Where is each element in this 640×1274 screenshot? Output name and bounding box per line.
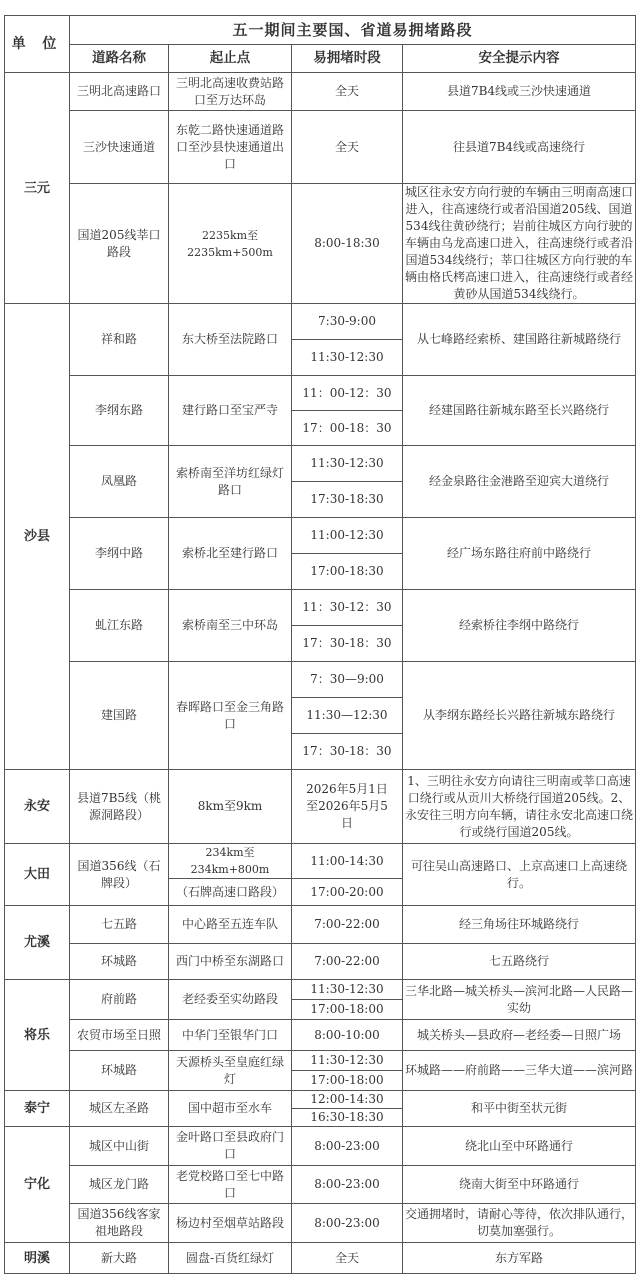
tip-cell: 东方军路 (403, 1243, 636, 1274)
road-cell: 李纲中路 (70, 518, 169, 590)
time-cell: 11:30—12:30 (292, 698, 403, 734)
range-cell: 国中超市至水车 (169, 1091, 292, 1127)
congestion-table (4, 15, 636, 1274)
road-cell: 府前路 (70, 980, 169, 1020)
table-row (5, 73, 636, 111)
range-cell: 234km至234km+800m (169, 844, 292, 879)
range-cell: （石牌高速口路段） (169, 879, 292, 906)
range-cell: 三明北高速收费站路口至万达环岛 (169, 73, 292, 111)
tip-cell: 城区往永安方向行驶的车辆由三明南高速口进入，往高速绕行或者沿国道205线、国道534线往黄砂绕行；岩前往城区方向行驶的车辆由乌龙高速口进入，往高速绕行或者沿国道534线绕行；莘口往城区方向行驶的车辆由格氏栲高速口进入，往高速绕行或者经黄砂从国道534线绕行。 (403, 184, 636, 304)
time-cell: 17:00-20:00 (292, 879, 403, 906)
unit-cell: 三元 (5, 73, 70, 304)
time-cell: 全天 (292, 1243, 403, 1274)
time-cell: 11:00-14:30 (292, 844, 403, 879)
time-cell: 11:30-12:30 (292, 980, 403, 1000)
range-cell: 索桥南至三中环岛 (169, 590, 292, 662)
time-cell: 17：00-18：30 (292, 411, 403, 446)
time-cell: 8:00-10:00 (292, 1020, 403, 1051)
tip-cell: 县道7B4线或三沙快速通道 (403, 73, 636, 111)
unit-cell: 永安 (5, 770, 70, 844)
range-cell: 老经委至实幼路段 (169, 980, 292, 1020)
table-row (5, 844, 636, 879)
range-cell: 圆盘-百货红绿灯 (169, 1243, 292, 1274)
road-cell: 环城路 (70, 944, 169, 980)
tip-cell: 往县道7B4线或高速绕行 (403, 111, 636, 184)
table-row (5, 518, 636, 554)
road-cell: 三明北高速路口 (70, 73, 169, 111)
time-cell: 8:00-23:00 (292, 1204, 403, 1243)
table-row (5, 304, 636, 340)
range-cell: 老党校路口至七中路口 (169, 1166, 292, 1204)
tip-cell: 绕南大街至中环路通行 (403, 1166, 636, 1204)
header-road: 道路名称 (70, 45, 169, 73)
table-row (5, 1051, 636, 1071)
tip-cell: 和平中街至状元街 (403, 1091, 636, 1127)
unit-cell: 宁化 (5, 1127, 70, 1243)
road-cell: 七五路 (70, 906, 169, 944)
road-cell: 城区左圣路 (70, 1091, 169, 1127)
time-cell: 17:00-18:30 (292, 554, 403, 590)
road-cell: 凤凰路 (70, 446, 169, 518)
range-cell: 杨边村至烟草站路段 (169, 1204, 292, 1243)
table-row (5, 184, 636, 304)
unit-cell: 泰宁 (5, 1091, 70, 1127)
range-cell: 建行路口至宝严寺 (169, 376, 292, 446)
road-cell: 国道356线客家祖地路段 (70, 1204, 169, 1243)
time-cell: 11:30-12:30 (292, 446, 403, 482)
road-cell: 城区中山街 (70, 1127, 169, 1166)
road-cell: 祥和路 (70, 304, 169, 376)
range-cell: 金叶路口至县政府门口 (169, 1127, 292, 1166)
tip-cell: 从七峰路经索桥、建国路往新城路绕行 (403, 304, 636, 376)
road-cell: 县道7B5线（桃源洞路段） (70, 770, 169, 844)
table-title: 五一期间主要国、省道易拥堵路段 (70, 16, 636, 45)
table-row (5, 1243, 636, 1274)
tip-cell: 经索桥往李纲中路绕行 (403, 590, 636, 662)
unit-cell: 沙县 (5, 304, 70, 770)
table-row (5, 906, 636, 944)
time-cell: 8:00-23:00 (292, 1166, 403, 1204)
time-cell: 11：00-12：30 (292, 376, 403, 411)
range-cell: 西门中桥至东湖路口 (169, 944, 292, 980)
tip-cell: 交通拥堵时，请耐心等待，依次排队通行，切莫加塞强行。 (403, 1204, 636, 1243)
tip-cell: 环城路——府前路——三华大道——滨河路 (403, 1051, 636, 1091)
time-cell: 11:00-12:30 (292, 518, 403, 554)
unit-cell: 将乐 (5, 980, 70, 1091)
time-cell: 全天 (292, 111, 403, 184)
time-cell: 17：30-18：30 (292, 734, 403, 770)
tip-cell: 经金泉路往金港路至迎宾大道绕行 (403, 446, 636, 518)
time-cell: 17：30-18：30 (292, 626, 403, 662)
table-row (5, 980, 636, 1000)
time-cell: 7:00-22:00 (292, 906, 403, 944)
range-cell: 索桥南至洋坊红绿灯路口 (169, 446, 292, 518)
tip-cell: 1、三明往永安方向请往三明南或莘口高速口绕行或从贡川大桥绕行国道205线。2、永安往三明方向车辆，请往永安北高速口绕行或绕行国道205线。 (403, 770, 636, 844)
time-cell: 16:30-18:30 (292, 1109, 403, 1127)
header-range: 起止点 (169, 45, 292, 73)
table-row (5, 770, 636, 844)
table-row (5, 1091, 636, 1109)
range-cell: 2235km至2235km+500m (169, 184, 292, 304)
range-cell: 东大桥至法院路口 (169, 304, 292, 376)
time-cell: 11：30-12：30 (292, 590, 403, 626)
congestion-table-container (4, 15, 635, 1274)
time-cell: 7:30-9:00 (292, 304, 403, 340)
tip-cell: 经广场东路往府前中路绕行 (403, 518, 636, 590)
road-cell: 城区龙门路 (70, 1166, 169, 1204)
table-row (5, 944, 636, 980)
table-row (5, 1020, 636, 1051)
time-cell: 全天 (292, 73, 403, 111)
table-row (5, 376, 636, 411)
tip-cell: 可往吴山高速路口、上京高速口上高速绕行。 (403, 844, 636, 906)
unit-cell: 明溪 (5, 1243, 70, 1274)
tip-cell: 七五路绕行 (403, 944, 636, 980)
tip-cell: 经建国路往新城东路至长兴路绕行 (403, 376, 636, 446)
road-cell: 三沙快速通道 (70, 111, 169, 184)
tip-cell: 经三角场往环城路绕行 (403, 906, 636, 944)
table-row (5, 1204, 636, 1243)
tip-cell: 绕北山至中环路通行 (403, 1127, 636, 1166)
time-cell: 17:00-18:00 (292, 1000, 403, 1020)
road-cell: 建国路 (70, 662, 169, 770)
road-cell: 环城路 (70, 1051, 169, 1091)
road-cell: 农贸市场至日照 (70, 1020, 169, 1051)
time-cell: 11:30-12:30 (292, 1051, 403, 1071)
time-cell: 12:00-14:30 (292, 1091, 403, 1109)
range-cell: 东乾二路快速通道路口至沙县快速通道出口 (169, 111, 292, 184)
table-row (5, 446, 636, 482)
tip-cell: 从李纲东路经长兴路往新城东路绕行 (403, 662, 636, 770)
time-cell: 8:00-23:00 (292, 1127, 403, 1166)
table-row (5, 590, 636, 626)
header-time: 易拥堵时段 (292, 45, 403, 73)
header-unit: 单 位 (5, 16, 70, 73)
time-cell: 2026年5月1日至2026年5月5日 (292, 770, 403, 844)
time-cell: 7:00-22:00 (292, 944, 403, 980)
time-cell: 17:30-18:30 (292, 482, 403, 518)
header-tip: 安全提示内容 (403, 45, 636, 73)
unit-cell: 尤溪 (5, 906, 70, 980)
time-cell: 11:30-12:30 (292, 340, 403, 376)
road-cell: 虬江东路 (70, 590, 169, 662)
table-row (5, 1127, 636, 1166)
road-cell: 国道356线（石牌段） (70, 844, 169, 906)
tip-cell: 城关桥头—县政府—老经委—日照广场 (403, 1020, 636, 1051)
road-cell: 新大路 (70, 1243, 169, 1274)
time-cell: 8:00-18:30 (292, 184, 403, 304)
range-cell: 天源桥头至皇庭红绿灯 (169, 1051, 292, 1091)
range-cell: 春晖路口至金三角路口 (169, 662, 292, 770)
time-cell: 7：30—9:00 (292, 662, 403, 698)
range-cell: 中华门至银华门口 (169, 1020, 292, 1051)
unit-cell: 大田 (5, 844, 70, 906)
road-cell: 国道205线莘口路段 (70, 184, 169, 304)
time-cell: 17:00-18:00 (292, 1071, 403, 1091)
table-row (5, 662, 636, 698)
road-cell: 李纲东路 (70, 376, 169, 446)
range-cell: 中心路至五连车队 (169, 906, 292, 944)
range-cell: 索桥北至建行路口 (169, 518, 292, 590)
table-row (5, 1166, 636, 1204)
table-row (5, 111, 636, 184)
tip-cell: 三华北路—城关桥头—滨河北路—人民路—实幼 (403, 980, 636, 1020)
range-cell: 8km至9km (169, 770, 292, 844)
